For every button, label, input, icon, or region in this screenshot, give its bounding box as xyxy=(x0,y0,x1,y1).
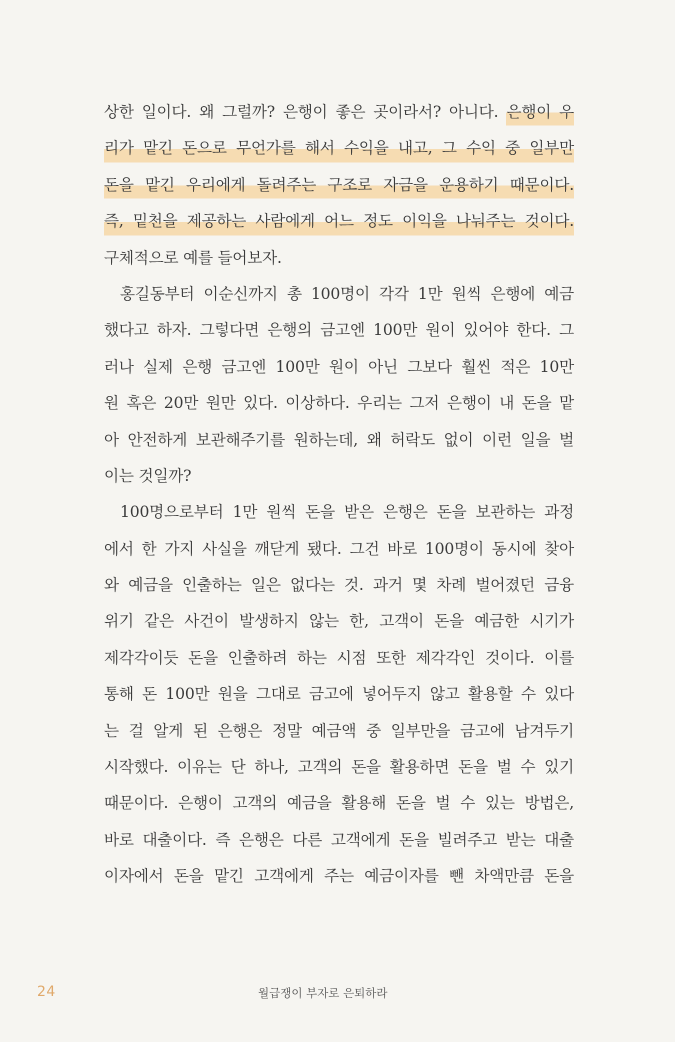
highlighted-text: 리가 맡긴 돈으로 무언가를 해서 수익을 내고, 그 수익 중 일부만 xyxy=(104,130,574,166)
text-segment: 원 혹은 20만 원만 있다. 이상하다. 우리는 그저 은행이 내 돈을 맡 xyxy=(104,394,574,413)
text-line xyxy=(104,276,574,312)
text-line xyxy=(104,240,574,276)
text-line xyxy=(104,567,574,603)
text-segment: 에서 한 가지 사실을 깨닫게 됐다. 그건 바로 100명이 동시에 찾아 xyxy=(104,539,574,558)
text-line xyxy=(104,603,574,639)
text-line xyxy=(104,785,574,821)
text-segment: 이는 것일까? xyxy=(104,466,192,485)
text-segment: 아 안전하게 보관해주기를 원하는데, 왜 허락도 없이 이런 일을 벌 xyxy=(104,430,574,449)
text-line xyxy=(104,422,574,458)
text-line xyxy=(104,312,574,348)
text-segment: 통해 돈 100만 원을 그대로 금고에 넣어두지 않고 활용할 수 있다 xyxy=(104,685,574,704)
text-segment: 위기 같은 사건이 발생하지 않는 한, 고객이 돈을 예금한 시기가 xyxy=(104,612,574,631)
text-line xyxy=(104,458,574,494)
text-line xyxy=(104,640,574,676)
page-number: 24 xyxy=(37,984,56,1000)
text-segment: 와 예금을 인출하는 일은 없다는 것. 과거 몇 차례 벌어졌던 금융 xyxy=(104,576,574,595)
text-segment: 했다고 하자. 그렇다면 은행의 금고엔 100만 원이 있어야 한다. 그 xyxy=(104,321,574,340)
text-line xyxy=(104,822,574,858)
text-line xyxy=(104,494,574,530)
text-line xyxy=(104,203,574,239)
text-segment: 구체적으로 예를 들어보자. xyxy=(104,248,282,267)
text-line xyxy=(104,749,574,785)
text-segment: 홍길동부터 이순신까지 총 100명이 각각 1만 원씩 은행에 예금 xyxy=(120,284,574,303)
text-segment: 는 걸 알게 된 은행은 정말 예금액 중 일부만을 금고에 남겨두기 xyxy=(104,721,574,740)
text-line xyxy=(104,858,574,894)
text-line xyxy=(104,130,574,166)
highlighted-text: 돈을 맡긴 우리에게 돌려주는 구조로 자금을 운용하기 때문이다. xyxy=(104,167,574,203)
body-text xyxy=(104,94,574,895)
highlighted-text: 즉, 밑천을 제공하는 사람에게 어느 정도 이익을 나눠주는 것이다. xyxy=(104,203,574,239)
running-title: 월급쟁이 부자로 은퇴하라 xyxy=(258,986,388,1000)
text-segment: 러나 실제 은행 금고엔 100만 원이 아닌 그보다 훨씬 적은 10만 xyxy=(104,357,574,376)
text-line xyxy=(104,713,574,749)
page-footer xyxy=(0,984,675,1004)
text-segment: 바로 대출이다. 즉 은행은 다른 고객에게 돈을 빌려주고 받는 대출 xyxy=(104,830,574,849)
text-segment: 이자에서 돈을 맡긴 고객에게 주는 예금이자를 뺀 차액만큼 돈을 xyxy=(104,867,574,886)
text-line xyxy=(104,385,574,421)
text-segment: 100명으로부터 1만 원씩 돈을 받은 은행은 돈을 보관하는 과정 xyxy=(120,503,574,522)
text-line xyxy=(104,676,574,712)
highlighted-text: 은행이 우 xyxy=(506,94,574,130)
text-line xyxy=(104,167,574,203)
text-line xyxy=(104,94,574,130)
text-segment: 시작했다. 이유는 단 하나, 고객의 돈을 활용하면 돈을 벌 수 있기 xyxy=(104,758,574,777)
text-line xyxy=(104,349,574,385)
text-segment: 제각각이듯 돈을 인출하려 하는 시점 또한 제각각인 것이다. 이를 xyxy=(104,648,574,667)
text-segment: 때문이다. 은행이 고객의 예금을 활용해 돈을 벌 수 있는 방법은, xyxy=(104,794,574,813)
text-line xyxy=(104,531,574,567)
text-segment: 상한 일이다. 왜 그럴까? 은행이 좋은 곳이라서? 아니다. xyxy=(104,103,507,121)
